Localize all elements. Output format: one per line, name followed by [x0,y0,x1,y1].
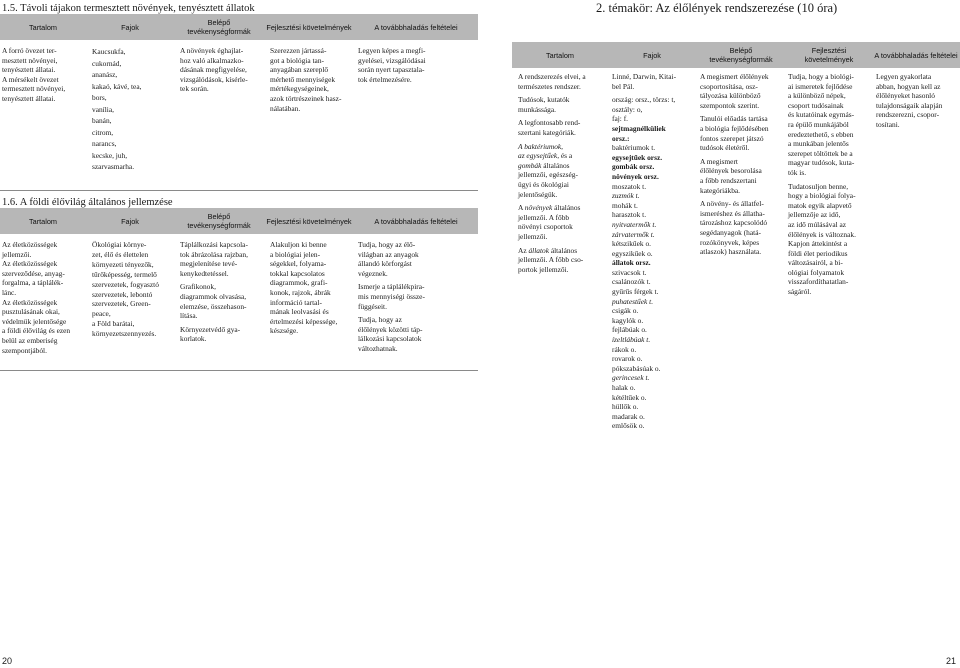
taxon-item: növények orsz. [612,171,659,181]
header-fejlesztesi: Fejlesztési követelmények [804,46,854,64]
section-1-6-title: 1.6. A földi élővilág általános jellemzése [2,197,173,208]
header-tartalom: Tartalom [29,216,57,226]
s15-bottom-rule [0,190,478,191]
header-tartalom: Tartalom [29,22,57,32]
header-fajok: Fajok [121,22,139,32]
s16-bottom-rule [0,370,478,371]
taxon-item: szivacsok t. [612,267,647,277]
taxon-item: zuzmók t. [612,191,640,201]
taxon-item: madarak o. [612,411,645,421]
s16-fajok: Ökológiai környe- zet, élő és élettelen környezeti tényezők, tűrőképesség, termelő szervezetek, fogyasztó szervezetek, lebontó szervezetek, Green- peace, a Föld barátai, környezetszennyezés. [92,240,159,339]
taxon-item: kétéltűek o. [612,392,647,402]
taxon-item: gerincesek t. [612,373,650,383]
s15-fajok: Kaucsukfa, cukornád, ananász, kakaó, kávé, tea, bors, vanília, banán, citrom, narancs, kecske, juh, szarvasmarha. [92,47,142,171]
header-tartalom: Tartalom [546,50,574,60]
ch2-tartalom: A rendszerezés elvei, a természetes rendszer. Tudósok, kutatók munkássága. A legfontosabb rend- szertani kategóriák. A baktériumok, az egysejtűek, és a gombák általános jellemzői, egészség- ügyi és ökológiai jelentőségük. A növények általános jellemzői. A főbb növényi csoportok jellemzői. Az állatok általános jellemzői. A főbb cso- portok jellemzői. [518,72,586,274]
chapter-2-header [512,42,960,68]
taxon-item: kagylók o. [612,315,644,325]
taxon-item: fejlábúak o. [612,325,647,335]
section-1-6-header [0,208,478,234]
left-page [0,0,478,668]
ch2-belepo: A megismert élőlények csoportosítása, osz- tályozása különböző szempontok szerint. Tanulói előadás tartása a biológia fejlődésében fontos szerepet játszó tudósok életéről. A megismert élőlények besorolása a főbb rendszertani kategóriákba. A növény- és állatfel- ismeréshez és állatha- tározáshoz kapcsolódó segédanyagok (hatá- rozókönyvek, képes atlaszok) használata. [700,72,769,257]
taxon-item: hüllők o. [612,402,639,412]
s16-belepo: Táplálkozási kapcsola- tok ábrázolása rajzban, megjelenítése tevé- kenykedtetéssel. Grafikonok, diagrammok olvasása, elemzése, összehason- lítása. Környezetvédő gya- korlatok. [180,240,248,344]
header-fejlesztesi: Fejlesztési követelmények [266,216,352,226]
header-belepo: Belépő tevékenységformák [187,212,251,230]
taxon-item: állatok orsz. [612,258,651,268]
header-tovabbhaladas: A továbbhaladás feltételei [374,22,458,32]
taxon-item: puhatestűek t. [612,296,654,306]
ch2-fajok: Linné, Darwin, Kitai- bel Pál. ország: orsz., törzs: t, osztály: o, faj: f. sejtmagnélküliek orsz.: baktériumok t. egysejtűek orsz. gombák orsz. növények orsz. moszatok t. zuzmók t. mohák t. harasztok t. nyitvatermők t. zárvatermők t. kétszikűek o. egyszikűek o. állatok orsz. szivacsok t. csalánozók t. gyűrűs férgek t. puhatestűek t. csigák o. kagylók o. fejlábúak o. ízeltlábúak t. rákok o. rovarok o. pókszabásúak o. gerincesek t. halak o. kétéltűek o. hüllők o. madarak o. emlősök o. [612,72,677,431]
s16-tartalom: Az életközösségek jellemzői. Az életközösségek szerveződése, anyag- forgalma, a táplálék- lánc. Az életközösségek pusztulásának okai, védelmük jelentősége a földi élővilág és ezen belül az emberiség szempontjából. [2,240,71,355]
taxon-item: mohák t. [612,200,638,210]
taxon-item: emlősök o. [612,421,645,431]
taxon-item: rovarok o. [612,354,643,364]
taxon-item: gombák orsz. [612,162,655,172]
taxon-item: orsz.: [612,133,630,143]
taxon-item: kétszikűek o. [612,239,651,249]
header-fejlesztesi: Fejlesztési követelmények [266,22,352,32]
s15-fejlesztesi: Szerezzen jártassá- got a biológia tan- anyagában szereplő mérhető mennyiségek mértékegységeinek, azok törtrészeinek hasz- nálatában. [270,46,342,113]
page-number-left: 20 [2,656,13,666]
taxon-item: egysejtűek orsz. [612,152,663,162]
taxon-item: faj: f. [612,114,629,124]
fajok-list [612,95,676,431]
taxon-item: ország: orsz., törzs: t, [612,95,676,105]
header-fajok: Fajok [643,50,661,60]
ch2-tovabbhaladas: Legyen gyakorlata abban, hogyan kell az élőlényeket hasonló tulajdonságaik alapján rendszerezni, csopor- tosítani. [876,72,943,129]
taxon-item: egyszikűek o. [612,248,653,258]
taxon-item: rákok o. [612,344,637,354]
s15-belepo: A növények éghajlat- hoz való alkalmazko- dásának megfigyelése, vizsgálódások, kísérle- tek során. [180,46,248,94]
s15-tartalom: A forró övezet ter- mesztett növényei, tenyésztett állatai. A mérsékelt övezet termesztett növényei, tenyésztett állatai. [2,46,66,103]
taxon-item: sejtmagnélküliek [612,123,666,133]
taxon-item: gyűrűs férgek t. [612,287,659,297]
taxon-item: zárvatermők t. [612,229,655,239]
taxon-item: halak o. [612,383,636,392]
header-tovabbhaladas: A továbbhaladás feltételei [874,50,958,60]
header-tovabbhaladas: A továbbhaladás feltételei [374,216,458,226]
header-belepo: Belépő tevékenységformák [709,46,773,64]
taxon-item: nyitvatermők t. [612,219,657,229]
taxon-item: osztály: o, [612,104,643,114]
taxon-item: moszatok t. [612,181,647,191]
s16-tovabbhaladas: Tudja, hogy az élő- világban az anyagok állandó körforgást végeznek. Ismerje a táplálékpira- mis mennyiségi össze- függéseit. Tudja, hogy az élőlények közötti táp- lálkozási kapcsolatok változhatnak. [358,240,425,353]
s16-fejlesztesi: Alakuljon ki benne a biológiai jelen- ségekkel, folyama- tokkal kapcsolatos diagrammok, grafi- konok, rajzok, ábrák információ tartal- mának leolvasási és értelmezési képessége, készsége. [270,240,338,336]
taxon-item: csalánozók t. [612,277,651,287]
right-page [482,0,960,668]
header-fajok: Fajok [121,216,139,226]
page-number-right: 21 [945,656,956,666]
taxon-item: baktériumok t. [612,143,656,153]
taxon-item: pókszabásúak o. [612,363,661,373]
taxon-item: ízeltlábúak t. [612,335,651,345]
ch2-fejlesztesi: Tudja, hogy a biológi- ai ismeretek fejlődése a különböző népek, csoport tudósainak és kutatóinak egymás- ra épülő munkájából eredeztethető, s ebben a munkában jelentős szerepet töltöttek be a magyar tudósok, kuta- tók is. Tudatosuljon benne, hogy a biológiai folya- matok egyik alapvető jellemzője az idő, az idő múlásával az élőlények is változnak. Kapjon áttekintést a földi élet periodikus változásairól, a bi- ológiai folyamatok visszafordíthatatlan- ságáról. [788,72,856,297]
section-1-5-title: 1.5. Távoli tájakon termesztett növények, tenyésztett állatok [2,3,255,14]
taxon-item: csigák o. [612,306,639,316]
taxon-item: harasztok t. [612,210,647,220]
chapter-title: 2. témakör: Az élőlények rendszerezése (10 óra) [596,1,838,15]
header-belepo: Belépő tevékenységformák [187,18,251,36]
section-1-5-header [0,14,478,40]
s15-tovabbhaladas: Legyen képes a megfi- gyelései, vizsgálódásai során nyert tapasztala- tok értelmezésére. [358,46,426,84]
